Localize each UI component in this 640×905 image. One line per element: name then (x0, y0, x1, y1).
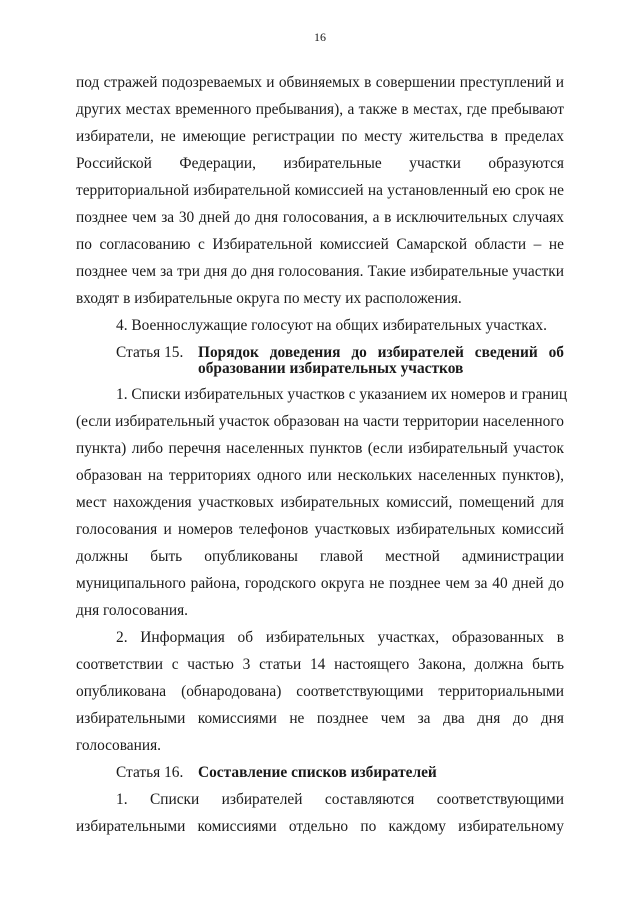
text-line: 2. Информация об избирательных участках, образованных в (116, 629, 564, 646)
text-line: муниципального района, городского округа не позднее чем за 40 дней до (76, 575, 564, 592)
page-number: 16 (314, 30, 326, 44)
paragraph-4: 4. Военнослужащие голосуют на общих избирательных участках. (116, 317, 547, 334)
text-line: избирательными комиссиями отдельно по каждому избирательному (76, 818, 564, 835)
text-line: избиратели, не имеющие регистрации по месту жительства в пределах (76, 128, 564, 145)
article-15-title-line2: образовании избирательных участков (198, 360, 464, 377)
article-15-number: Статья 15. (116, 344, 184, 361)
text-line: позднее чем за три дня до дня голосования. Такие избирательные участки (76, 263, 564, 280)
text-line: пункта) либо перечня населенных пунктов (если избирательный участок (76, 440, 564, 457)
text-line: должны быть опубликованы главой местной администрации (76, 548, 564, 565)
text-line: опубликована (обнародована) соответствующими территориальными (76, 683, 564, 700)
article-16-heading (116, 764, 437, 782)
article-16-number: Статья 16. (116, 764, 184, 781)
text-line: соответствии с частью 3 статьи 14 настоящего Закона, должна быть (76, 656, 564, 673)
text-line: голосования. (76, 737, 162, 754)
text-line: позднее чем за 30 дней до дня голосования, а в исключительных случаях (76, 209, 564, 226)
text-line: территориальной избирательной комиссией на установленный ею срок не (76, 182, 564, 199)
text-line: избирательными комиссиями не позднее чем за два дня до дня (76, 710, 564, 727)
text-line: 1. Списки избирателей составляются соответствующими (116, 791, 564, 808)
text-line: других местах временного пребывания), а также в местах, где пребывают (76, 101, 564, 118)
text-line: Российской Федерации, избирательные участки образуются (76, 155, 564, 172)
text-line: входят в избирательные округа по месту их расположения. (76, 290, 462, 307)
text-line: голосования и номеров телефонов участковых избирательных комиссий (76, 521, 564, 538)
text-line: мест нахождения участковых избирательных комиссий, помещений для (76, 494, 564, 511)
article-15-title-line1: Порядок доведения до избирателей сведений об (198, 344, 564, 361)
text-line: под стражей подозреваемых и обвиняемых в совершении преступлений и (76, 74, 564, 91)
article-16-title: Составление списков избирателей (198, 764, 437, 781)
text-line: по согласованию с Избирательной комиссией Самарской области – не (76, 236, 564, 253)
text-line: дня голосования. (76, 602, 188, 619)
article-15-heading (116, 344, 198, 362)
text-line: 1. Списки избирательных участков с указанием их номеров и границ (116, 386, 568, 403)
text-line: образован на территориях одного или нескольких населенных пунктов), (76, 467, 564, 484)
text-line: (если избирательный участок образован на части территории населенного (76, 413, 564, 430)
